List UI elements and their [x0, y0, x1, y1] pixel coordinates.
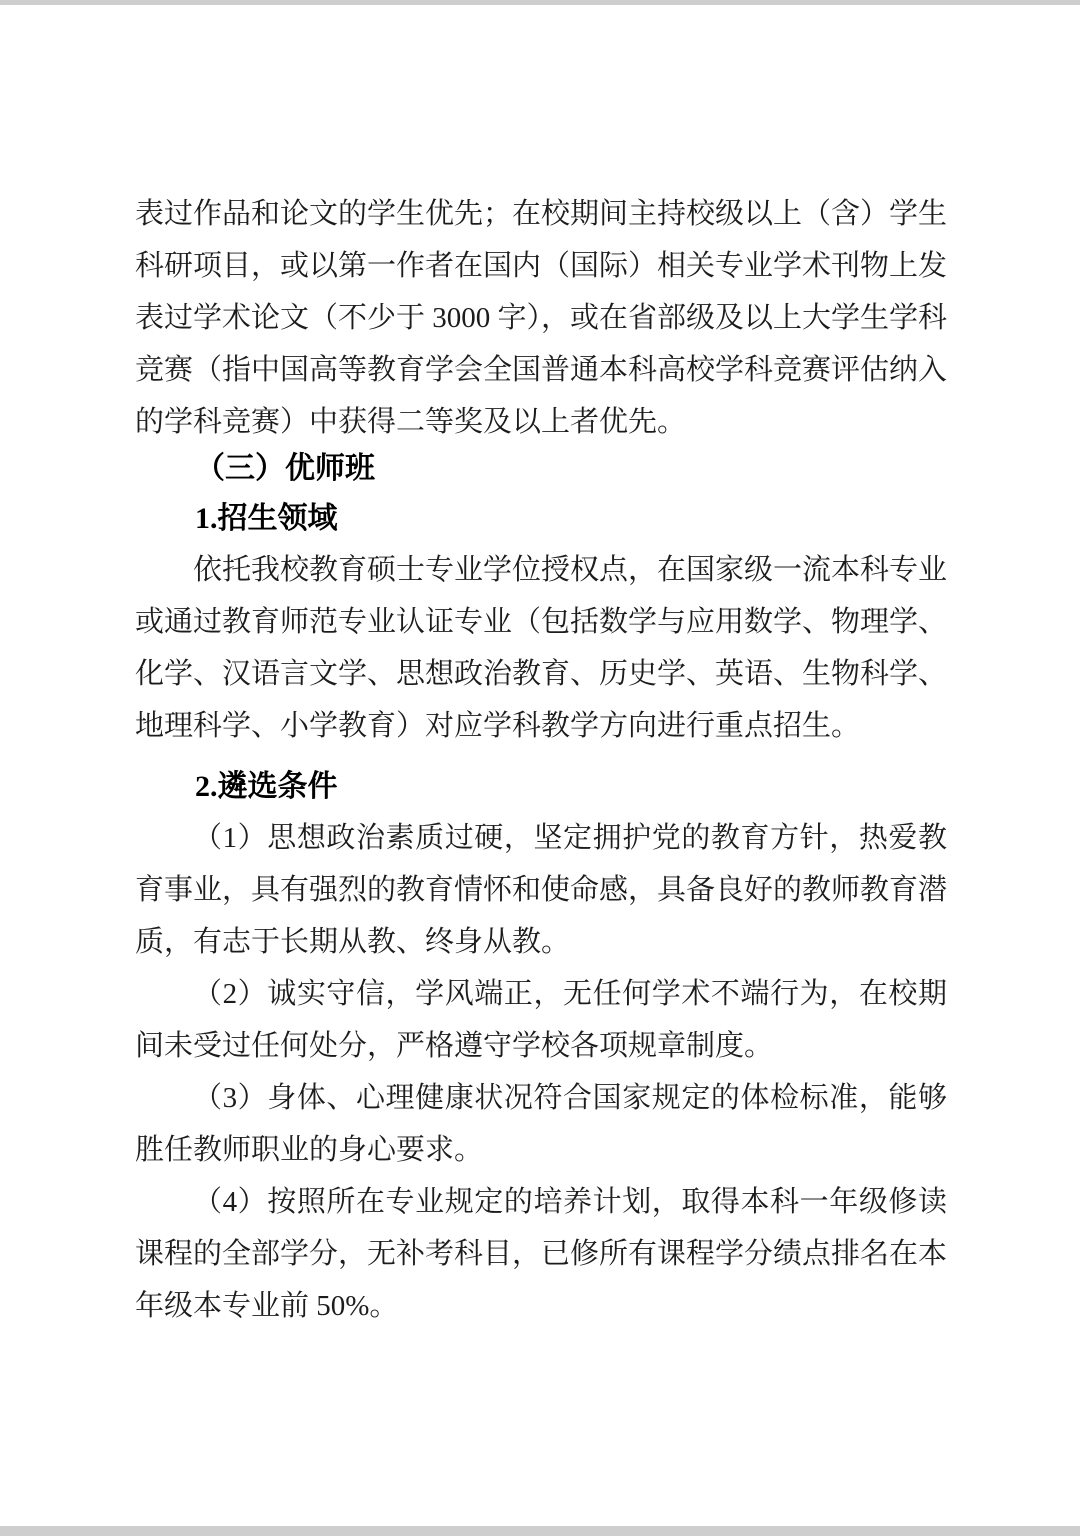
page-bottom-edge	[0, 1526, 1080, 1536]
page-top-edge	[0, 0, 1080, 5]
paragraph-criterion-3: （3）身体、心理健康状况符合国家规定的体检标准，能够胜任教师职业的身心要求。	[135, 1082, 947, 1166]
document-text-block	[135, 188, 947, 1332]
paragraph-criterion-2: （2）诚实守信，学风端正，无任何学术不端行为，在校期间未受过任何处分，严格遵守学校各项规章制度。	[135, 978, 947, 1062]
paragraph-enrollment-fields: 依托我校教育硕士专业学位授权点，在国家级一流本科专业或通过教育师范专业认证专业（包括数学与应用数学、物理学、化学、汉语言文学、思想政治教育、历史学、英语、生物科学、地理科学、小学教育）对应学科教学方向进行重点招生。	[135, 554, 948, 742]
paragraph-criterion-4: （4）按照所在专业规定的培养计划，取得本科一年级修读课程的全部学分，无补考科目，已修所有课程学分绩点排名在本年级本专业前 50%。	[135, 1186, 948, 1322]
section-heading-youshiban: （三）优师班	[195, 452, 375, 485]
paragraph-continuation: 表过作品和论文的学生优先；在校期间主持校级以上（含）学生科研项目，或以第一作者在国内（国际）相关专业学术刊物上发表过学术论文（不少于 3000 字），或在省部级及以上大学生学科竞赛（指中国高等教育学会全国普通本科高校学科竞赛评估纳入的学科竞赛）中获得二等奖及以上者优先。	[135, 198, 948, 438]
paragraph-criterion-1: （1）思想政治素质过硬，坚定拥护党的教育方针，热爱教育事业，具有强烈的教育情怀和使命感，具备良好的教师教育潜质，有志于长期从教、终身从教。	[135, 822, 948, 958]
subheading-enrollment-fields: 1.招生领域	[195, 502, 338, 535]
subheading-selection-criteria: 2.遴选条件	[195, 770, 338, 803]
